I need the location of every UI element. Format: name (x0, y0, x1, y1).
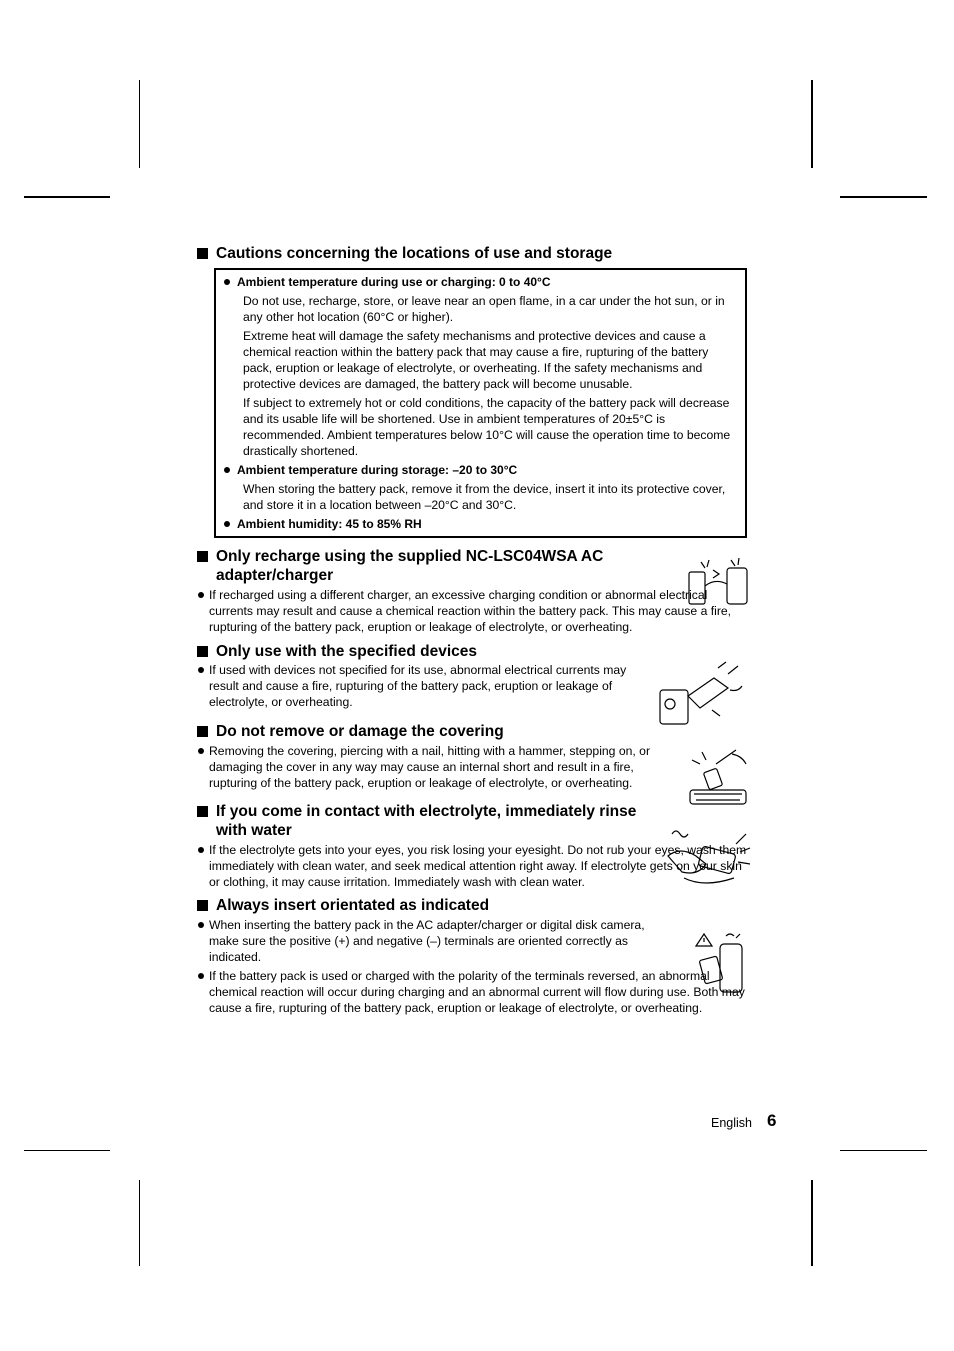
box-paragraph: When storing the battery pack, remove it from the device, insert it into its protective cover, and store it in a location between –20°C and 30°C. (243, 482, 726, 512)
footer-language: English (711, 1116, 752, 1130)
square-bullet-icon (197, 900, 208, 911)
box-item-heading: Ambient temperature during use or charging: 0 to 40°C (224, 274, 735, 290)
bullet-item: If the electrolyte gets into your eyes, you risk losing your eyesight. Do not rub your eyes, wash them immediately with clean water, and seek medical attention right away. If electrolyte gets on your skin or clothing, it may cause irritation. Immediately wash with clean water. (197, 842, 753, 890)
section-heading: Do not remove or damage the covering (197, 722, 753, 741)
bullet-item: If used with devices not specified for its use, abnormal electrical currents may result and cause a fire, rupturing of the battery pack, eruption or leakage of electrolyte, or overheating. (197, 662, 649, 710)
square-bullet-icon (197, 551, 208, 562)
electrolyte-illustration-icon (664, 826, 752, 890)
square-bullet-icon (197, 646, 208, 657)
bullet-dot-icon (224, 279, 230, 285)
box-item-heading: Ambient humidity: 45 to 85% RH (224, 516, 735, 532)
box-paragraph: If subject to extremely hot or cold conditions, the capacity of the battery pack will decrease and its usable life will be shortened. Use in ambient temperatures of 20±5°C is recommended. Ambient temperatures below 10°C will cause the operation time to become drastically shortened. (243, 396, 731, 458)
bullet-dot-icon (198, 748, 204, 754)
section-orientation (197, 896, 753, 1016)
section-heading: If you come in contact with electrolyte, immediately rinse with water (197, 802, 661, 840)
bullet-dot-icon (224, 467, 230, 473)
section-locations (197, 244, 753, 538)
square-bullet-icon (197, 248, 208, 259)
section-recharge (197, 547, 753, 635)
charger-illustration-icon (683, 556, 753, 608)
bullet-dot-icon (198, 847, 204, 853)
crop-mark (24, 196, 110, 198)
bullet-dot-icon (198, 973, 204, 979)
crop-mark (840, 1150, 927, 1151)
hammer-illustration-icon (686, 746, 750, 810)
page-number: 6 (767, 1111, 777, 1130)
bullet-dot-icon (198, 667, 204, 673)
bullet-item: When inserting the battery pack in the AC adapter/charger or digital disk camera, make sure the positive (+) and negative (–) terminals are oriented correctly as indicated. (197, 917, 674, 965)
square-bullet-icon (197, 726, 208, 737)
bullet-item: Removing the covering, piercing with a nail, hitting with a hammer, stepping on, or damaging the cover in any way may cause an internal short and result in a fire, rupturing of the battery pack, eruption or leakage of electrolyte, or overheating. (197, 743, 679, 791)
square-bullet-icon (197, 806, 208, 817)
orientation-illustration-icon (690, 932, 752, 996)
section-heading: Always insert orientated as indicated (197, 896, 753, 915)
section-heading: Cautions concerning the locations of use and storage (197, 244, 753, 263)
box-paragraph: Extreme heat will damage the safety mechanisms and protective devices and cause a chemical reaction within the battery pack that may cause a fire, rupturing of the battery pack, eruption or leakage of electrolyte, or overheating. If the safety mechanisms and protective devices are damaged, the battery pack will become unusable. (243, 329, 709, 391)
bullet-item: If the battery pack is used or charged with the polarity of the terminals reversed, an abnormal chemical reaction will occur during charging and an abnormal current will flow during use. Both may cause a fire, rupturing of the battery pack, eruption or leakage of electrolyte, or overheating. (197, 968, 753, 1016)
bullet-dot-icon (198, 592, 204, 598)
crop-mark (840, 196, 927, 198)
bullet-dot-icon (224, 521, 230, 527)
bullet-dot-icon (198, 922, 204, 928)
crop-mark (139, 1180, 140, 1266)
crop-mark (24, 1150, 110, 1151)
box-item-heading: Ambient temperature during storage: –20 to 30°C (224, 462, 735, 478)
bullet-item: If recharged using a different charger, an excessive charging condition or abnormal electrical currents may result and cause a chemical reaction within the battery pack. This may cause a fire, rupturing of the battery pack, eruption or leakage of electrolyte, or overheating. (197, 587, 753, 635)
page-content (197, 244, 753, 1016)
crop-mark (139, 80, 140, 168)
crop-mark (811, 80, 813, 168)
camcorder-illustration-icon (656, 660, 746, 728)
section-heading: Only use with the specified devices (197, 642, 753, 661)
section-heading: Only recharge using the supplied NC-LSC04WSA AC adapter/charger (197, 547, 636, 585)
box-paragraph: Do not use, recharge, store, or leave near an open flame, in a car under the hot sun, or in any other hot location (60°C or higher). (243, 294, 725, 324)
section-covering (197, 722, 753, 791)
caution-box (214, 268, 747, 538)
crop-mark (811, 1180, 813, 1266)
